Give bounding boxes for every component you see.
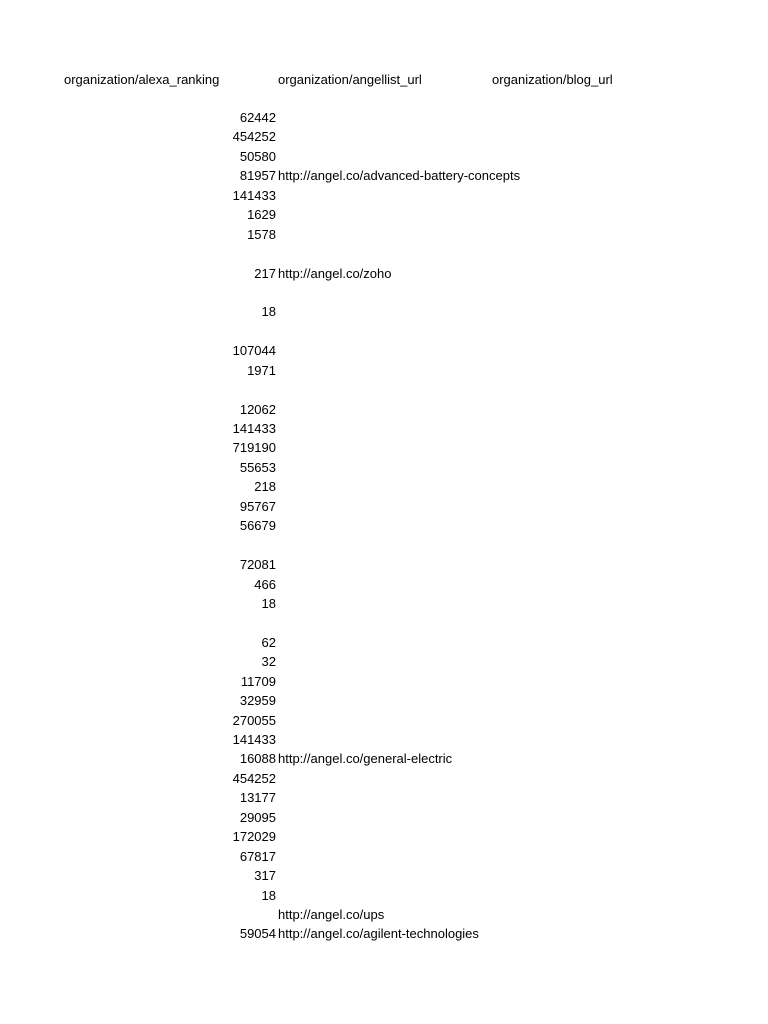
table-row <box>0 108 768 127</box>
alexa-ranking-cell: 67817 <box>239 848 276 864</box>
alexa-ranking-cell: 454252 <box>232 770 276 786</box>
table-row <box>0 419 768 438</box>
alexa-ranking-cell: 12062 <box>239 401 276 417</box>
column-header-alexa-ranking: organization/alexa_ranking <box>64 72 220 87</box>
alexa-ranking-cell: 55653 <box>239 459 276 475</box>
table-row <box>0 225 768 244</box>
alexa-ranking-cell: 141433 <box>232 421 276 436</box>
table-row <box>0 477 768 496</box>
table-row <box>0 244 768 263</box>
alexa-ranking-cell: 719190 <box>232 440 276 456</box>
table-row <box>0 808 768 827</box>
table-row <box>0 497 768 516</box>
table-row <box>0 438 768 457</box>
alexa-ranking-cell: 1578 <box>247 226 276 242</box>
data-rows <box>0 108 768 944</box>
alexa-ranking-cell: 29095 <box>239 809 276 825</box>
alexa-ranking-cell: 141433 <box>232 187 276 203</box>
column-header-angellist-url: organization/angellist_url <box>278 72 422 87</box>
alexa-ranking-cell: 56679 <box>239 518 276 534</box>
table-row <box>0 691 768 710</box>
alexa-ranking-cell: 59054 <box>239 926 276 942</box>
alexa-ranking-cell: 62442 <box>239 110 276 125</box>
alexa-ranking-cell: 317 <box>254 868 276 884</box>
alexa-ranking-cell: 95767 <box>239 498 276 514</box>
table-row <box>0 186 768 205</box>
table-row <box>0 147 768 166</box>
alexa-ranking-cell: 32 <box>261 654 276 670</box>
table-row <box>0 594 768 613</box>
table-row <box>0 575 768 594</box>
table-row <box>0 264 768 283</box>
alexa-ranking-cell: 18 <box>261 304 276 320</box>
table-row <box>0 924 768 943</box>
alexa-ranking-cell: 270055 <box>232 712 276 728</box>
table-row <box>0 205 768 224</box>
alexa-ranking-cell: 50580 <box>239 148 276 164</box>
table-row <box>0 322 768 341</box>
alexa-ranking-cell: 217 <box>254 265 276 281</box>
table-row <box>0 302 768 321</box>
table-row <box>0 749 768 768</box>
table-row <box>0 555 768 574</box>
alexa-ranking-cell: 13177 <box>239 790 276 806</box>
alexa-ranking-cell: 454252 <box>232 129 276 145</box>
table-row <box>0 633 768 652</box>
table-row <box>0 730 768 749</box>
angellist-url-cell: http://angel.co/general-electric <box>278 751 453 767</box>
table-row <box>0 847 768 866</box>
table-row <box>0 652 768 671</box>
table-row <box>0 905 768 924</box>
table-row <box>0 866 768 885</box>
table-row <box>0 458 768 477</box>
table-row <box>0 166 768 185</box>
table-row <box>0 613 768 632</box>
table-row <box>0 827 768 846</box>
table-row <box>0 516 768 535</box>
alexa-ranking-cell: 1629 <box>247 207 276 223</box>
table-row <box>0 283 768 302</box>
angellist-url-cell: http://angel.co/ups <box>278 906 385 922</box>
angellist-url-cell: http://angel.co/agilent-technologies <box>278 926 479 942</box>
alexa-ranking-cell: 72081 <box>239 557 276 573</box>
table-row <box>0 769 768 788</box>
alexa-ranking-cell: 141433 <box>232 732 276 747</box>
alexa-ranking-cell: 466 <box>254 576 276 592</box>
table-row <box>0 361 768 380</box>
table-row <box>0 886 768 905</box>
table-row <box>0 536 768 555</box>
table-row <box>0 711 768 730</box>
angellist-url-cell: http://angel.co/advanced-battery-concepts <box>278 168 521 184</box>
alexa-ranking-cell: 107044 <box>232 343 276 359</box>
alexa-ranking-cell: 32959 <box>239 693 276 709</box>
table-row <box>0 341 768 360</box>
alexa-ranking-cell: 62 <box>261 634 276 650</box>
angellist-url-cell: http://angel.co/zoho <box>278 265 392 281</box>
table-row <box>0 788 768 807</box>
alexa-ranking-cell: 18 <box>261 887 276 903</box>
table-row <box>0 672 768 691</box>
alexa-ranking-cell: 81957 <box>239 168 276 184</box>
alexa-ranking-cell: 16088 <box>239 751 276 767</box>
alexa-ranking-cell: 172029 <box>232 829 276 845</box>
alexa-ranking-cell: 1971 <box>247 362 276 378</box>
table-row <box>0 127 768 146</box>
column-header-blog-url: organization/blog_url <box>492 72 613 87</box>
alexa-ranking-cell: 11709 <box>240 673 276 689</box>
table-row <box>0 380 768 399</box>
alexa-ranking-cell: 218 <box>254 479 276 495</box>
table-row <box>0 400 768 419</box>
alexa-ranking-cell: 18 <box>261 595 276 611</box>
